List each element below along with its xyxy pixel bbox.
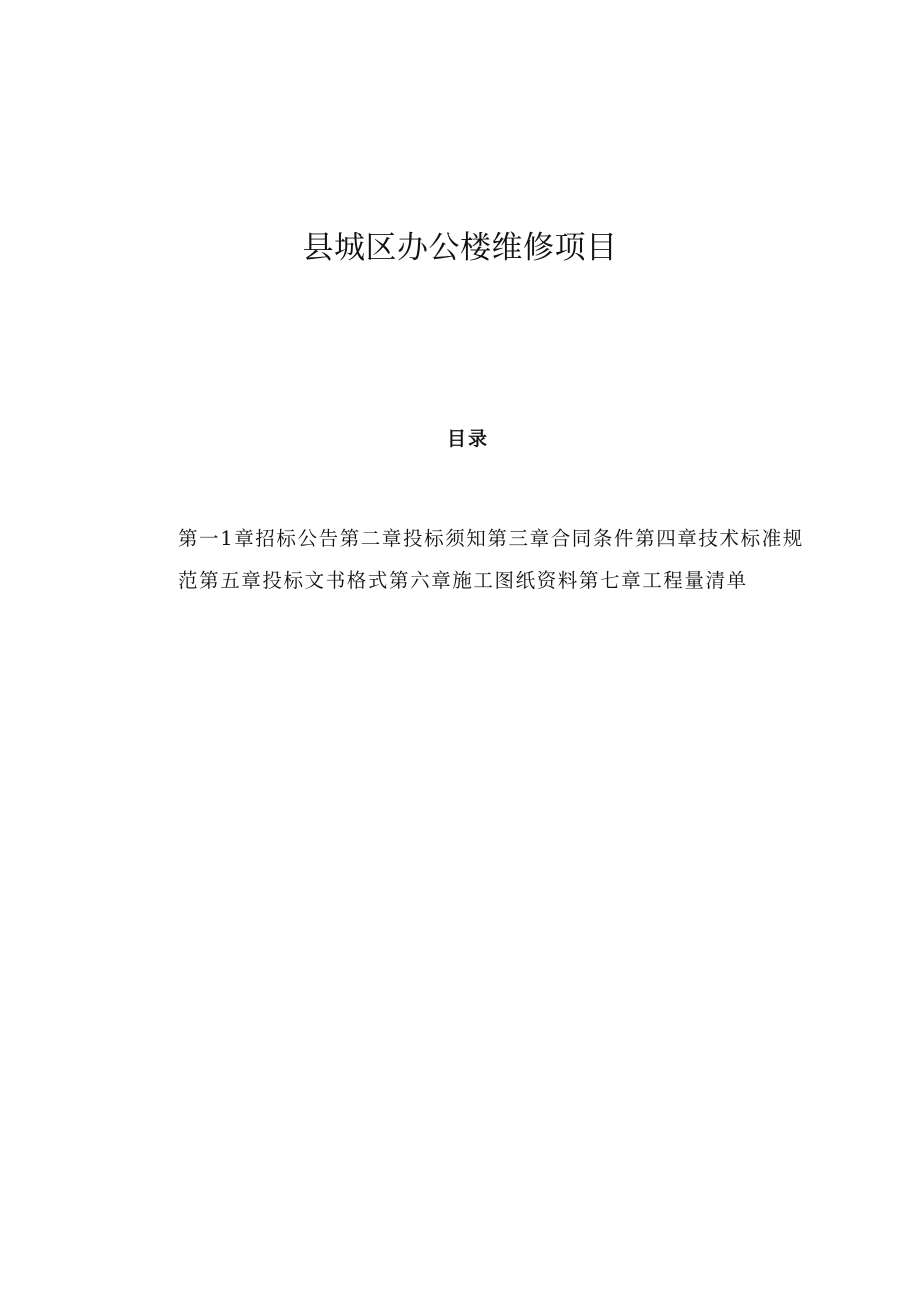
document-title: 县城区办公楼维修项目 [302,230,618,266]
toc-heading: 目录 [446,428,489,450]
toc-contents: 第一1章招标公告第二章投标须知第三章合同条件第四章技术标准规范第五章投标文书格式第六章施工图纸资料第七章工程量清单 [178,527,804,592]
